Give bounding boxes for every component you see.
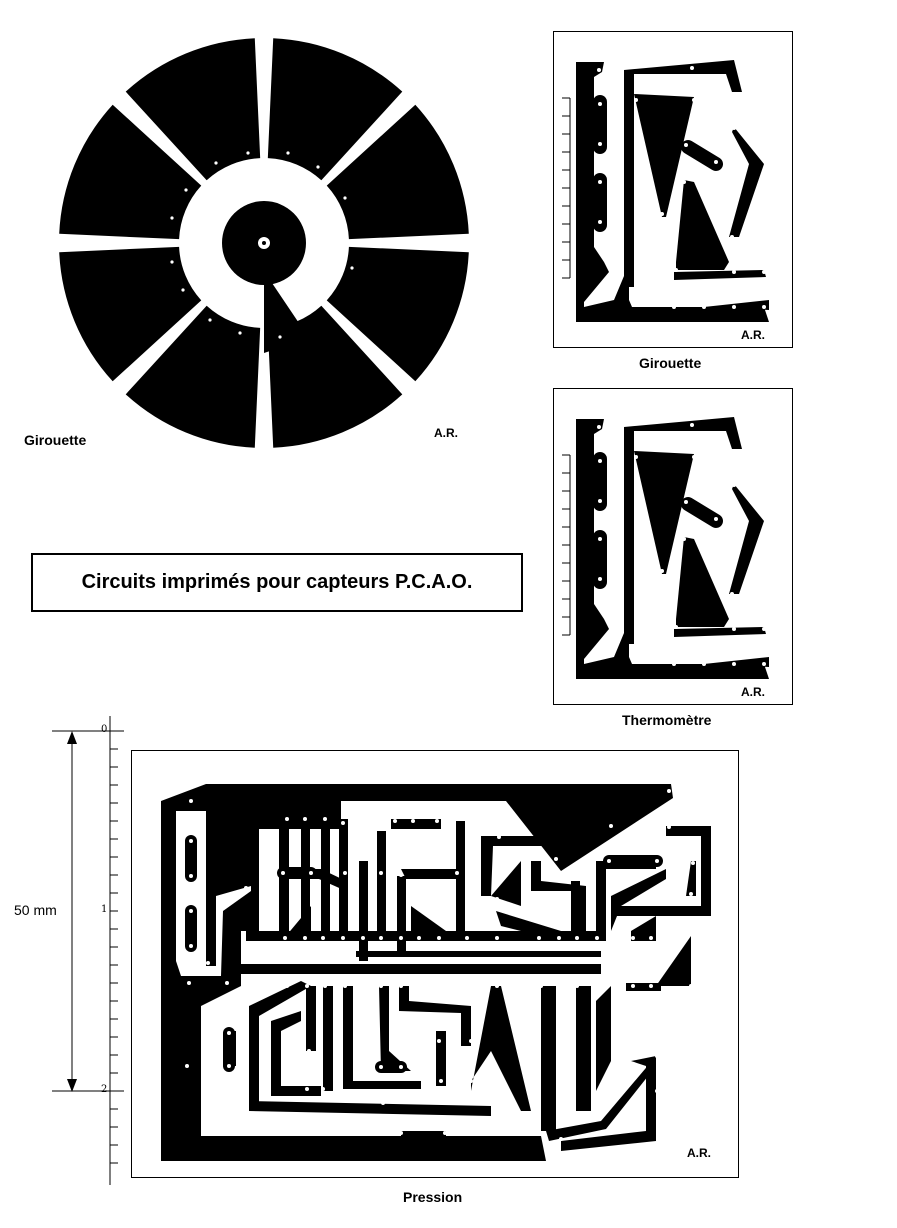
- disk-hole: [170, 216, 173, 219]
- ruler-tick-1: 1: [101, 904, 108, 915]
- disk-hole: [184, 188, 187, 191]
- disk-hole: [343, 196, 346, 199]
- disk-hole: [246, 151, 249, 154]
- wind-vane-board-signature: A.R.: [741, 328, 765, 342]
- disk-hole: [238, 331, 241, 334]
- scale-label: 50 mm: [14, 902, 57, 918]
- disk-hole: [316, 165, 319, 168]
- code-disk-sector: [59, 247, 201, 381]
- disk-hub: [222, 201, 306, 285]
- pressure-board-signature: A.R.: [687, 1146, 711, 1160]
- disk-hole: [214, 161, 217, 164]
- wind-vane-disk-signature: A.R.: [434, 426, 458, 440]
- thermometer-board-caption: Thermomètre: [622, 712, 712, 728]
- ruler-tick-2: 2: [101, 1084, 108, 1095]
- code-disk-sector: [126, 306, 260, 448]
- scale-ruler: [0, 715, 140, 1195]
- disk-hole: [278, 335, 281, 338]
- wind-vane-board-caption: Girouette: [639, 355, 702, 371]
- disk-connector: [264, 283, 309, 353]
- code-disk-sector: [268, 306, 402, 448]
- disk-hole: [286, 151, 289, 154]
- ruler-tick-0: 0: [101, 724, 108, 735]
- code-disk-sector: [327, 105, 469, 239]
- disk-hole: [181, 288, 184, 291]
- thermometer-board-signature: A.R.: [741, 685, 765, 699]
- thermometer-board-traces: [554, 389, 794, 706]
- code-disk-sector: [268, 38, 402, 180]
- disk-hole: [170, 260, 173, 263]
- thermometer-board-frame: [553, 388, 793, 705]
- disk-center-hole: [258, 237, 270, 249]
- code-disk-sector: [327, 247, 469, 381]
- pressure-board-frame: [131, 750, 739, 1178]
- code-disk-sectors: [59, 38, 469, 448]
- page-title: Circuits imprimés pour capteurs P.C.A.O.: [31, 553, 523, 612]
- wind-vane-board-frame: [553, 31, 793, 348]
- code-disk-sector: [126, 38, 260, 180]
- disk-hole: [350, 266, 353, 269]
- disk-hole: [208, 318, 211, 321]
- pressure-board-traces: [132, 751, 740, 1179]
- pressure-board-caption: Pression: [403, 1189, 463, 1205]
- wind-vane-board-traces: [554, 32, 794, 349]
- wind-vane-disk-caption: Girouette: [24, 432, 87, 448]
- code-disk-sector: [59, 105, 201, 239]
